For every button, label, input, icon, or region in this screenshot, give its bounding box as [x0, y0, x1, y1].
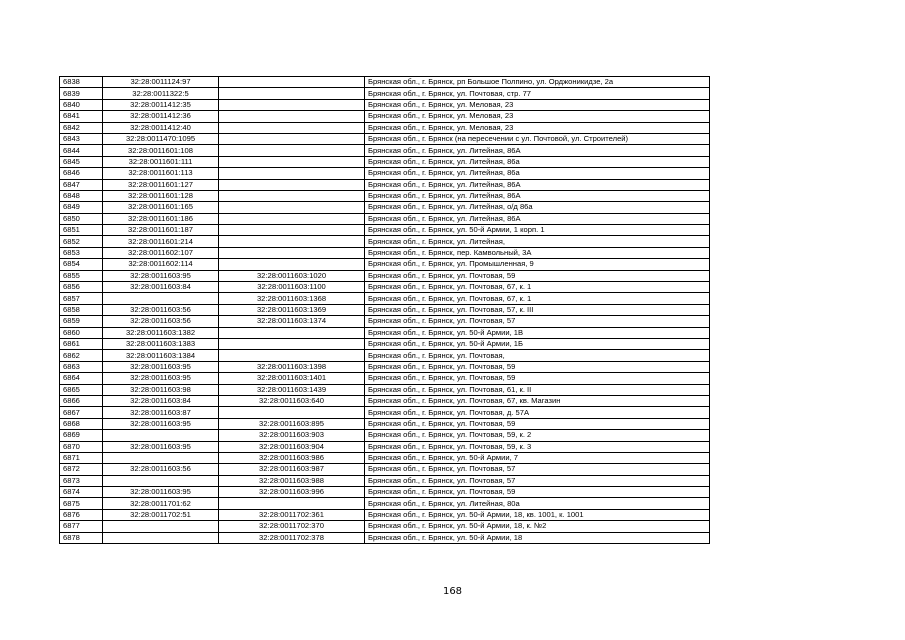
land-cadastral-number-cell: 32:28:0011412:36 — [103, 111, 219, 122]
building-cadastral-number-cell: 32:28:0011603:988 — [219, 475, 365, 486]
table-row — [60, 407, 710, 418]
address-cell: Брянская обл., г. Брянск, ул. Почтовая, 57 — [365, 316, 710, 327]
building-cadastral-number-cell — [219, 213, 365, 224]
table-row — [60, 475, 710, 486]
building-cadastral-number-cell: 32:28:0011603:903 — [219, 430, 365, 441]
row-number-cell: 6845 — [60, 156, 103, 167]
building-cadastral-number-cell: 32:28:0011603:640 — [219, 395, 365, 406]
table-row — [60, 122, 710, 133]
address-cell: Брянская обл., г. Брянск, ул. 50-й Армии, 1 корп. 1 — [365, 225, 710, 236]
building-cadastral-number-cell — [219, 202, 365, 213]
table-row — [60, 452, 710, 463]
row-number-cell: 6872 — [60, 464, 103, 475]
address-cell: Брянская обл., г. Брянск, ул. 50-й Армии, 1Б — [365, 338, 710, 349]
row-number-cell: 6855 — [60, 270, 103, 281]
table-row — [60, 430, 710, 441]
table-row — [60, 202, 710, 213]
land-cadastral-number-cell: 32:28:0011603:84 — [103, 395, 219, 406]
building-cadastral-number-cell: 32:28:0011603:904 — [219, 441, 365, 452]
address-cell: Брянская обл., г. Брянск, ул. Почтовая, 57, к. III — [365, 304, 710, 315]
row-number-cell: 6853 — [60, 247, 103, 258]
page-number: 168 — [442, 586, 463, 597]
address-cell: Брянская обл., г. Брянск, ул. 50-й Армии, 18, к. №2 — [365, 521, 710, 532]
row-number-cell: 6846 — [60, 168, 103, 179]
land-cadastral-number-cell: 32:28:0011603:1383 — [103, 338, 219, 349]
building-cadastral-number-cell — [219, 498, 365, 509]
building-cadastral-number-cell — [219, 156, 365, 167]
row-number-cell: 6847 — [60, 179, 103, 190]
table-row — [60, 179, 710, 190]
building-cadastral-number-cell: 32:28:0011603:996 — [219, 487, 365, 498]
building-cadastral-number-cell: 32:28:0011603:895 — [219, 418, 365, 429]
building-cadastral-number-cell: 32:28:0011702:378 — [219, 532, 365, 543]
land-cadastral-number-cell: 32:28:0011603:56 — [103, 316, 219, 327]
address-cell: Брянская обл., г. Брянск, ул. Почтовая, 67, к. 1 — [365, 293, 710, 304]
row-number-cell: 6842 — [60, 122, 103, 133]
address-cell: Брянская обл., г. Брянск, ул. Почтовая, 57 — [365, 464, 710, 475]
table-row — [60, 464, 710, 475]
table-row — [60, 509, 710, 520]
building-cadastral-number-cell: 32:28:0011603:1368 — [219, 293, 365, 304]
address-cell: Брянская обл., г. Брянск, ул. 50-й Армии, 18, кв. 1001, к. 1001 — [365, 509, 710, 520]
land-cadastral-number-cell: 32:28:0011602:114 — [103, 259, 219, 270]
building-cadastral-number-cell — [219, 236, 365, 247]
table-row — [60, 487, 710, 498]
row-number-cell: 6859 — [60, 316, 103, 327]
building-cadastral-number-cell — [219, 225, 365, 236]
address-cell: Брянская обл., г. Брянск, ул. Литейная, о/д 86а — [365, 202, 710, 213]
land-cadastral-number-cell — [103, 430, 219, 441]
row-number-cell: 6840 — [60, 99, 103, 110]
address-cell: Брянская обл., г. Брянск, ул. Почтовая, 59 — [365, 418, 710, 429]
land-cadastral-number-cell: 32:28:0011701:62 — [103, 498, 219, 509]
address-cell: Брянская обл., г. Брянск, ул. Литейная, 80а — [365, 498, 710, 509]
building-cadastral-number-cell — [219, 338, 365, 349]
building-cadastral-number-cell — [219, 122, 365, 133]
land-cadastral-number-cell: 32:28:0011603:56 — [103, 304, 219, 315]
table-row — [60, 213, 710, 224]
land-cadastral-number-cell: 32:28:0011602:107 — [103, 247, 219, 258]
table-row — [60, 145, 710, 156]
building-cadastral-number-cell: 32:28:0011702:370 — [219, 521, 365, 532]
land-cadastral-number-cell: 32:28:0011601:187 — [103, 225, 219, 236]
land-cadastral-number-cell: 32:28:0011603:1382 — [103, 327, 219, 338]
address-cell: Брянская обл., г. Брянск, пер. Камвольный, 3А — [365, 247, 710, 258]
building-cadastral-number-cell: 32:28:0011603:1020 — [219, 270, 365, 281]
table-row — [60, 270, 710, 281]
land-cadastral-number-cell: 32:28:0011470:1095 — [103, 133, 219, 144]
land-cadastral-number-cell: 32:28:0011601:108 — [103, 145, 219, 156]
table-row — [60, 395, 710, 406]
row-number-cell: 6876 — [60, 509, 103, 520]
building-cadastral-number-cell — [219, 77, 365, 88]
row-number-cell: 6858 — [60, 304, 103, 315]
land-cadastral-number-cell: 32:28:0011601:111 — [103, 156, 219, 167]
table-row — [60, 236, 710, 247]
land-cadastral-number-cell: 32:28:0011412:35 — [103, 99, 219, 110]
row-number-cell: 6875 — [60, 498, 103, 509]
building-cadastral-number-cell — [219, 179, 365, 190]
address-cell: Брянская обл., г. Брянск, ул. Литейная, 86А — [365, 213, 710, 224]
row-number-cell: 6841 — [60, 111, 103, 122]
table-row — [60, 304, 710, 315]
row-number-cell: 6854 — [60, 259, 103, 270]
address-cell: Брянская обл., г. Брянск, ул. Литейная, 86а — [365, 168, 710, 179]
building-cadastral-number-cell — [219, 327, 365, 338]
address-cell: Брянская обл., г. Брянск, ул. 50-й Армии, 18 — [365, 532, 710, 543]
land-cadastral-number-cell: 32:28:0011603:84 — [103, 282, 219, 293]
land-cadastral-number-cell — [103, 521, 219, 532]
land-cadastral-number-cell: 32:28:0011601:128 — [103, 190, 219, 201]
row-number-cell: 6867 — [60, 407, 103, 418]
row-number-cell: 6871 — [60, 452, 103, 463]
address-cell: Брянская обл., г. Брянск, ул. Почтовая, 59 — [365, 361, 710, 372]
row-number-cell: 6860 — [60, 327, 103, 338]
table-row — [60, 88, 710, 99]
land-cadastral-number-cell: 32:28:0011601:127 — [103, 179, 219, 190]
row-number-cell: 6849 — [60, 202, 103, 213]
row-number-cell: 6878 — [60, 532, 103, 543]
table-row — [60, 498, 710, 509]
row-number-cell: 6873 — [60, 475, 103, 486]
address-cell: Брянская обл., г. Брянск, ул. Почтовая, стр. 77 — [365, 88, 710, 99]
land-cadastral-number-cell — [103, 452, 219, 463]
row-number-cell: 6856 — [60, 282, 103, 293]
table-row — [60, 350, 710, 361]
land-cadastral-number-cell: 32:28:0011603:95 — [103, 270, 219, 281]
land-cadastral-number-cell: 32:28:0011603:87 — [103, 407, 219, 418]
building-cadastral-number-cell — [219, 350, 365, 361]
address-cell: Брянская обл., г. Брянск, рп Большое Полпино, ул. Орджоникидзе, 2а — [365, 77, 710, 88]
building-cadastral-number-cell: 32:28:0011603:1401 — [219, 373, 365, 384]
row-number-cell: 6870 — [60, 441, 103, 452]
land-cadastral-number-cell: 32:28:0011603:56 — [103, 464, 219, 475]
land-cadastral-number-cell — [103, 475, 219, 486]
address-cell: Брянская обл., г. Брянск, ул. 50-й Армии, 1В — [365, 327, 710, 338]
address-cell: Брянская обл., г. Брянск, ул. Литейная, 86А — [365, 179, 710, 190]
table-row — [60, 190, 710, 201]
row-number-cell: 6865 — [60, 384, 103, 395]
address-cell: Брянская обл., г. Брянск, ул. Промышленная, 9 — [365, 259, 710, 270]
table-row — [60, 316, 710, 327]
address-cell: Брянская обл., г. Брянск, ул. Почтовая, 57 — [365, 475, 710, 486]
row-number-cell: 6852 — [60, 236, 103, 247]
table-row — [60, 361, 710, 372]
building-cadastral-number-cell: 32:28:0011702:361 — [219, 509, 365, 520]
land-cadastral-number-cell: 32:28:0011603:95 — [103, 487, 219, 498]
land-cadastral-number-cell: 32:28:0011603:95 — [103, 441, 219, 452]
address-cell: Брянская обл., г. Брянск, ул. Почтовая, д. 57А — [365, 407, 710, 418]
row-number-cell: 6857 — [60, 293, 103, 304]
building-cadastral-number-cell: 32:28:0011603:1100 — [219, 282, 365, 293]
building-cadastral-number-cell — [219, 145, 365, 156]
address-cell: Брянская обл., г. Брянск, ул. Почтовая, — [365, 350, 710, 361]
row-number-cell: 6851 — [60, 225, 103, 236]
building-cadastral-number-cell: 32:28:0011603:987 — [219, 464, 365, 475]
land-cadastral-number-cell — [103, 293, 219, 304]
row-number-cell: 6862 — [60, 350, 103, 361]
address-cell: Брянская обл., г. Брянск, ул. Почтовая, 67, к. 1 — [365, 282, 710, 293]
table-row — [60, 418, 710, 429]
address-cell: Брянская обл., г. Брянск, ул. Литейная, — [365, 236, 710, 247]
table-row — [60, 327, 710, 338]
table-row — [60, 168, 710, 179]
row-number-cell: 6838 — [60, 77, 103, 88]
table-row — [60, 156, 710, 167]
row-number-cell: 6863 — [60, 361, 103, 372]
land-cadastral-number-cell: 32:28:0011603:95 — [103, 418, 219, 429]
address-cell: Брянская обл., г. Брянск (на пересечении с ул. Почтовой, ул. Строителей) — [365, 133, 710, 144]
table-row — [60, 282, 710, 293]
table-row — [60, 111, 710, 122]
land-cadastral-number-cell: 32:28:0011601:165 — [103, 202, 219, 213]
row-number-cell: 6866 — [60, 395, 103, 406]
table-row — [60, 99, 710, 110]
address-cell: Брянская обл., г. Брянск, ул. Почтовая, 59 — [365, 373, 710, 384]
table-row — [60, 384, 710, 395]
land-cadastral-number-cell: 32:28:0011603:95 — [103, 373, 219, 384]
table-row — [60, 441, 710, 452]
land-cadastral-number-cell: 32:28:0011603:1384 — [103, 350, 219, 361]
building-cadastral-number-cell: 32:28:0011603:1439 — [219, 384, 365, 395]
table-row — [60, 293, 710, 304]
land-cadastral-number-cell — [103, 532, 219, 543]
table-row — [60, 77, 710, 88]
building-cadastral-number-cell — [219, 99, 365, 110]
address-cell: Брянская обл., г. Брянск, ул. Почтовая, 59 — [365, 270, 710, 281]
address-cell: Брянская обл., г. Брянск, ул. Почтовая, 59, к. 3 — [365, 441, 710, 452]
building-cadastral-number-cell: 32:28:0011603:1398 — [219, 361, 365, 372]
row-number-cell: 6850 — [60, 213, 103, 224]
table-row — [60, 532, 710, 543]
address-cell: Брянская обл., г. Брянск, ул. 50-й Армии, 7 — [365, 452, 710, 463]
address-cell: Брянская обл., г. Брянск, ул. Меловая, 23 — [365, 99, 710, 110]
table-row — [60, 247, 710, 258]
row-number-cell: 6843 — [60, 133, 103, 144]
land-cadastral-number-cell: 32:28:0011601:113 — [103, 168, 219, 179]
land-cadastral-number-cell: 32:28:0011603:95 — [103, 361, 219, 372]
building-cadastral-number-cell — [219, 88, 365, 99]
land-cadastral-number-cell: 32:28:0011601:214 — [103, 236, 219, 247]
address-cell: Брянская обл., г. Брянск, ул. Литейная, 86а — [365, 156, 710, 167]
building-cadastral-number-cell: 32:28:0011603:1369 — [219, 304, 365, 315]
table-row — [60, 259, 710, 270]
table-row — [60, 133, 710, 144]
building-cadastral-number-cell: 32:28:0011603:986 — [219, 452, 365, 463]
building-cadastral-number-cell — [219, 190, 365, 201]
address-cell: Брянская обл., г. Брянск, ул. Почтовая, 67, кв. Магазин — [365, 395, 710, 406]
table-row — [60, 521, 710, 532]
address-cell: Брянская обл., г. Брянск, ул. Почтовая, 59, к. 2 — [365, 430, 710, 441]
row-number-cell: 6874 — [60, 487, 103, 498]
address-cell: Брянская обл., г. Брянск, ул. Меловая, 23 — [365, 122, 710, 133]
row-number-cell: 6864 — [60, 373, 103, 384]
address-cell: Брянская обл., г. Брянск, ул. Литейная, 86А — [365, 145, 710, 156]
land-cadastral-number-cell: 32:28:0011322:5 — [103, 88, 219, 99]
table-row — [60, 225, 710, 236]
building-cadastral-number-cell — [219, 133, 365, 144]
row-number-cell: 6844 — [60, 145, 103, 156]
registry-table-body — [60, 77, 710, 544]
land-cadastral-number-cell: 32:28:0011412:40 — [103, 122, 219, 133]
row-number-cell: 6869 — [60, 430, 103, 441]
address-cell: Брянская обл., г. Брянск, ул. Почтовая, 59 — [365, 487, 710, 498]
table-row — [60, 373, 710, 384]
land-cadastral-number-cell: 32:28:0011603:98 — [103, 384, 219, 395]
table-row — [60, 338, 710, 349]
land-cadastral-number-cell: 32:28:0011124:97 — [103, 77, 219, 88]
building-cadastral-number-cell — [219, 111, 365, 122]
building-cadastral-number-cell — [219, 259, 365, 270]
land-cadastral-number-cell: 32:28:0011702:51 — [103, 509, 219, 520]
row-number-cell: 6848 — [60, 190, 103, 201]
building-cadastral-number-cell — [219, 407, 365, 418]
row-number-cell: 6861 — [60, 338, 103, 349]
row-number-cell: 6877 — [60, 521, 103, 532]
land-cadastral-number-cell: 32:28:0011601:186 — [103, 213, 219, 224]
row-number-cell: 6868 — [60, 418, 103, 429]
address-cell: Брянская обл., г. Брянск, ул. Меловая, 23 — [365, 111, 710, 122]
building-cadastral-number-cell — [219, 168, 365, 179]
address-cell: Брянская обл., г. Брянск, ул. Литейная, 86А — [365, 190, 710, 201]
address-cell: Брянская обл., г. Брянск, ул. Почтовая, 61, к. II — [365, 384, 710, 395]
building-cadastral-number-cell — [219, 247, 365, 258]
registry-table — [59, 76, 710, 544]
row-number-cell: 6839 — [60, 88, 103, 99]
building-cadastral-number-cell: 32:28:0011603:1374 — [219, 316, 365, 327]
